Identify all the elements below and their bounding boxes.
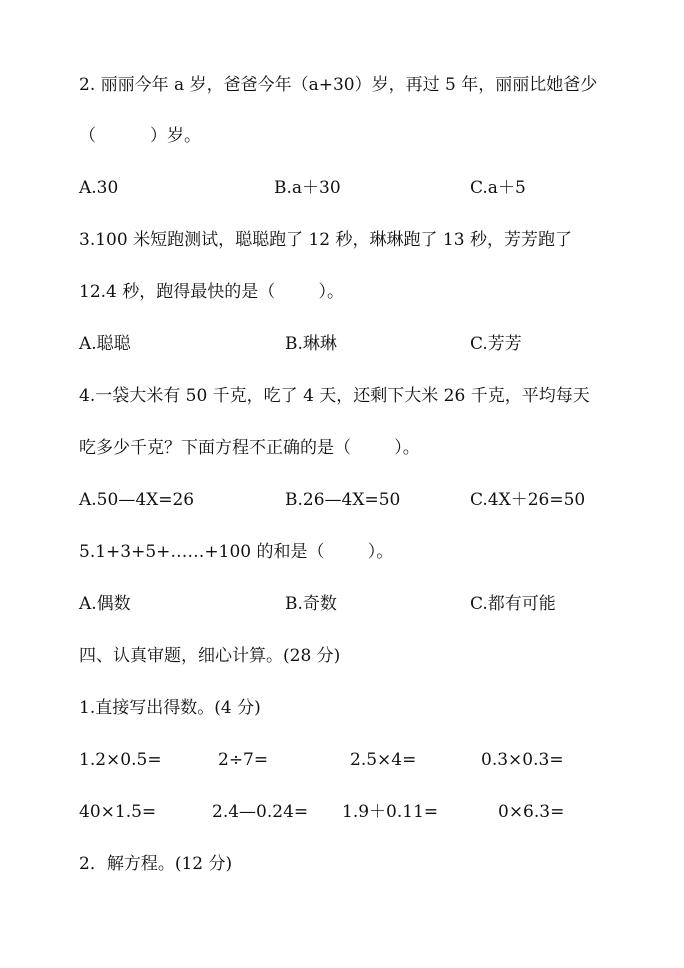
q2-option-b: B.a＋30 [274, 178, 341, 198]
q3-text-line2: 12.4 秒，跑得最快的是（ ）。 [79, 282, 344, 302]
calc-item: 40×1.5= [79, 802, 157, 822]
q3-option-c: C.芳芳 [470, 334, 522, 354]
q4-text-line2: 吃多少千克？下面方程不正确的是（ ）。 [79, 438, 420, 458]
q5-option-c: C.都有可能 [470, 594, 556, 614]
q4-option-c: C.4X＋26=50 [470, 490, 586, 510]
q5-option-a: A.偶数 [79, 594, 131, 614]
calc-item: 1.2×0.5= [79, 750, 162, 770]
q2-text-line2: （ ）岁。 [79, 126, 202, 146]
q3-option-b: B.琳琳 [285, 334, 337, 354]
q2-text-line1: 2. 丽丽今年 a 岁，爸爸今年（a+30）岁，再过 5 年，丽丽比她爸少 [79, 75, 598, 95]
section4-heading: 四、认真审题，细心计算。(28 分) [79, 646, 341, 666]
section4-sub2-heading: 2．解方程。(12 分) [79, 854, 233, 874]
q2-option-a: A.30 [79, 178, 119, 198]
section4-sub1-heading: 1.直接写出得数。(4 分) [79, 698, 261, 718]
q3-text-line1: 3.100 米短跑测试，聪聪跑了 12 秒，琳琳跑了 13 秒，芳芳跑了 [79, 230, 572, 250]
q4-option-b: B.26—4X=50 [285, 490, 401, 510]
calc-item: 2.4—0.24= [212, 802, 309, 822]
q2-option-c: C.a＋5 [470, 178, 526, 198]
q5-option-b: B.奇数 [285, 594, 337, 614]
q4-text-line1: 4.一袋大米有 50 千克，吃了 4 天，还剩下大米 26 千克，平均每天 [79, 386, 590, 406]
calc-item: 1.9＋0.11= [342, 802, 439, 822]
q3-option-a: A.聪聪 [79, 334, 131, 354]
calc-item: 0×6.3= [498, 802, 565, 822]
calc-item: 2.5×4= [350, 750, 417, 770]
q4-option-a: A.50—4X=26 [79, 490, 195, 510]
q5-text-line1: 5.1+3+5+……+100 的和是（ ）。 [79, 542, 394, 562]
calc-item: 2÷7= [218, 750, 269, 770]
calc-item: 0.3×0.3= [481, 750, 564, 770]
